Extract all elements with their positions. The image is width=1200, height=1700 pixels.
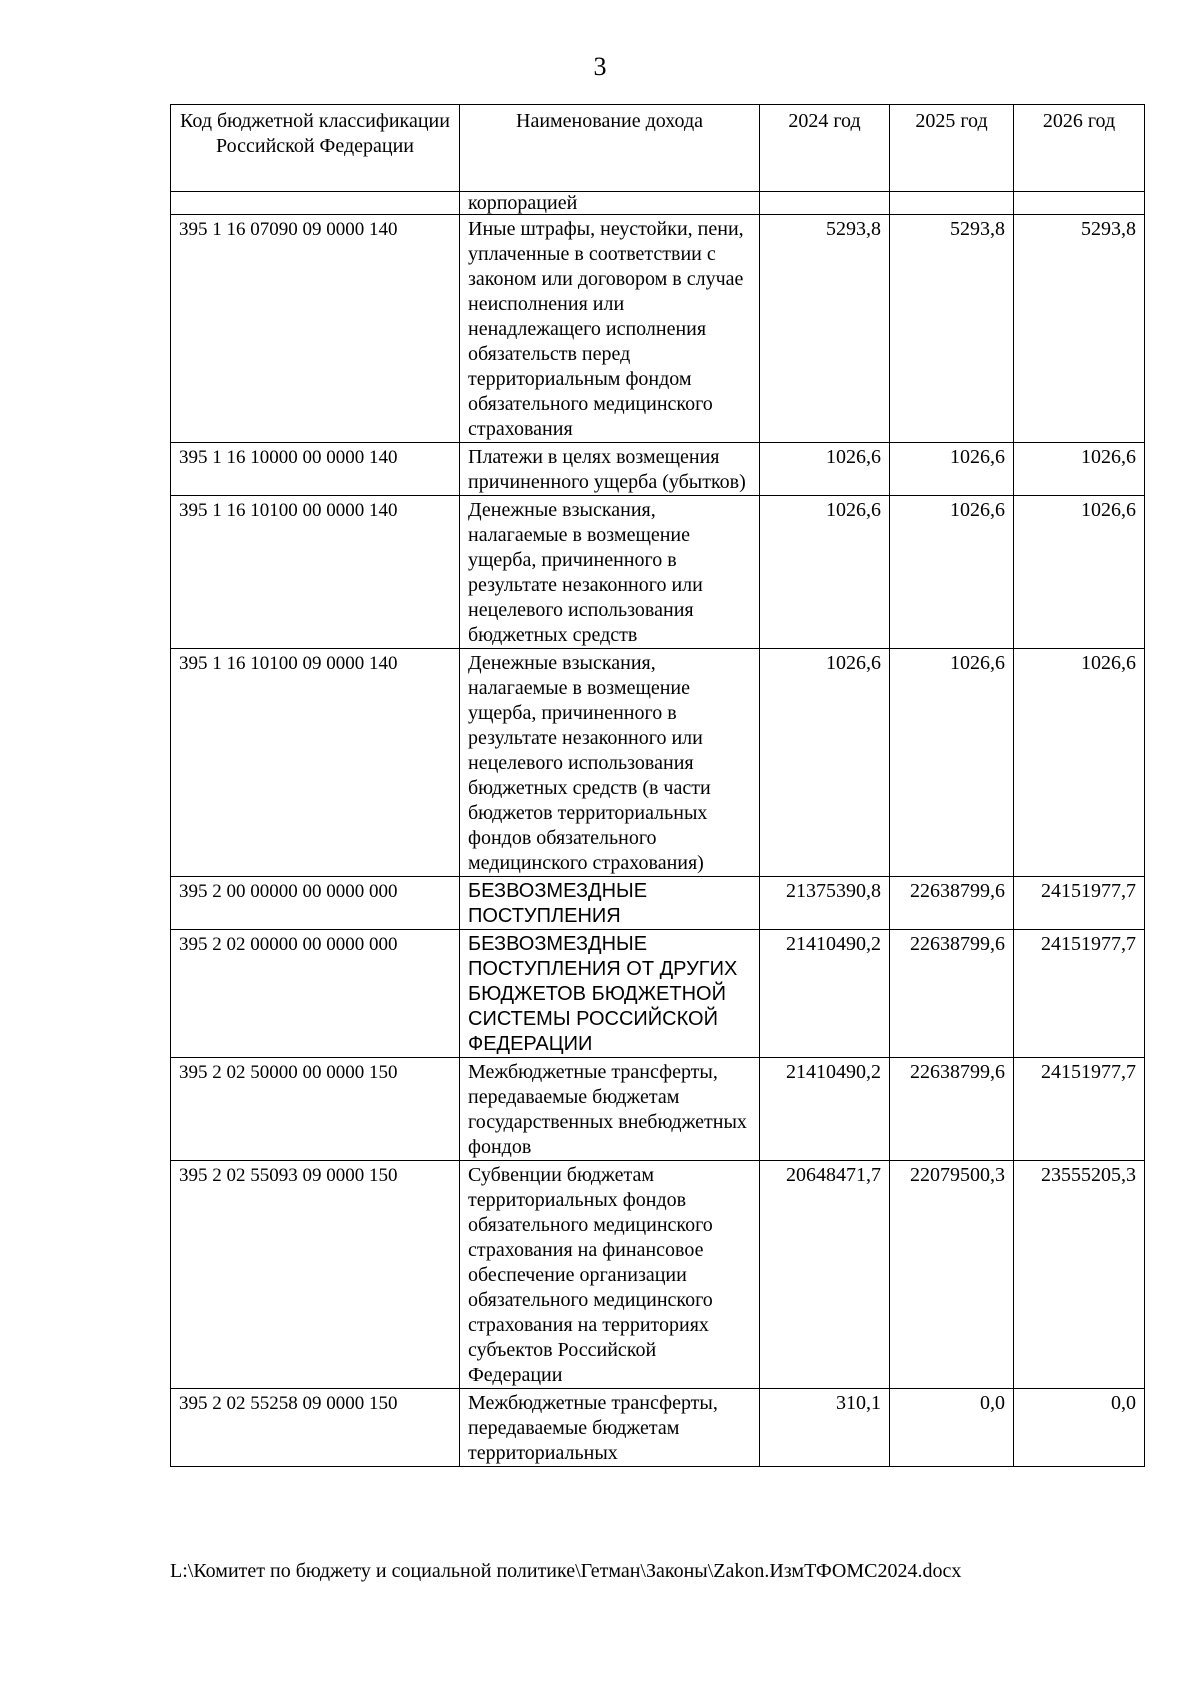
row-name: БЕЗВОЗМЕЗДНЫЕ ПОСТУПЛЕНИЯ ОТ ДРУГИХ БЮДЖЕТОВ БЮДЖЕТНОЙ СИСТЕМЫ РОССИЙСКОЙ ФЕДЕРАЦИИ [460,930,760,1058]
table-row [171,496,1145,649]
row-2026: 24151977,7 [1014,877,1145,930]
row-name: Межбюджетные трансферты, передаваемые бюджетам территориальных [460,1389,760,1467]
row-code: 395 1 16 10100 09 0000 140 [171,649,460,877]
continuation-code [171,192,460,215]
row-2026: 24151977,7 [1014,930,1145,1058]
row-code: 395 2 02 55093 09 0000 150 [171,1161,460,1389]
row-2025: 1026,6 [890,496,1014,649]
table-row [171,1161,1145,1389]
row-name: Денежные взыскания, налагаемые в возмещение ущерба, причиненного в результате незаконного или нецелевого использования бюджетных средств (в части бюджетов территориальных фондов обязательного медицинского страхования) [460,649,760,877]
table-row [171,443,1145,496]
row-2026: 1026,6 [1014,496,1145,649]
row-2025: 5293,8 [890,215,1014,443]
table-row [171,215,1145,443]
row-name: Платежи в целях возмещения причиненного ущерба (убытков) [460,443,760,496]
row-2026: 1026,6 [1014,649,1145,877]
row-name: Иные штрафы, неустойки, пени, уплаченные в соответствии с законом или договором в случае неисполнения или ненадлежащего исполнения обязательств перед территориальным фондом обязательного медицинского страхования [460,215,760,443]
row-2026: 1026,6 [1014,443,1145,496]
row-code: 395 2 02 00000 00 0000 000 [171,930,460,1058]
row-2025: 0,0 [890,1389,1014,1467]
row-2024: 21375390,8 [760,877,890,930]
row-name: Денежные взыскания, налагаемые в возмещение ущерба, причиненного в результате незаконного или нецелевого использования бюджетных средств [460,496,760,649]
continuation-row [171,192,1145,215]
row-2024: 20648471,7 [760,1161,890,1389]
table-row [171,930,1145,1058]
header-2026: 2026 год [1014,105,1145,192]
row-2025: 22638799,6 [890,1058,1014,1161]
row-2024: 310,1 [760,1389,890,1467]
table-header-row [171,105,1145,192]
continuation-2025 [890,192,1014,215]
page-number: 3 [593,52,607,81]
table-row [171,649,1145,877]
row-2026: 23555205,3 [1014,1161,1145,1389]
continuation-text: корпорацией [460,192,760,215]
row-2025: 22638799,6 [890,877,1014,930]
row-2025: 1026,6 [890,443,1014,496]
row-2026: 0,0 [1014,1389,1145,1467]
header-code: Код бюджетной классификации Российской Федерации [171,105,460,192]
table-row [171,1389,1145,1467]
continuation-2024 [760,192,890,215]
row-2026: 24151977,7 [1014,1058,1145,1161]
row-name: Межбюджетные трансферты, передаваемые бюджетам государственных внебюджетных фондов [460,1058,760,1161]
row-2024: 5293,8 [760,215,890,443]
row-2025: 22638799,6 [890,930,1014,1058]
document-file-path: L:\Комитет по бюджету и социальной политике\Гетман\Законы\Zakon.ИзмТФОМС2024.docx [170,1560,962,1582]
row-name: БЕЗВОЗМЕЗДНЫЕ ПОСТУПЛЕНИЯ [460,877,760,930]
row-2024: 21410490,2 [760,930,890,1058]
row-code: 395 1 16 07090 09 0000 140 [171,215,460,443]
row-2024: 1026,6 [760,443,890,496]
row-name: Субвенции бюджетам территориальных фондов обязательного медицинского страхования на финансовое обеспечение организации обязательного медицинского страхования на территориях субъектов Российской Федерации [460,1161,760,1389]
table-row [171,877,1145,930]
row-2024: 1026,6 [760,649,890,877]
row-2026: 5293,8 [1014,215,1145,443]
header-2025: 2025 год [890,105,1014,192]
row-code: 395 2 02 55258 09 0000 150 [171,1389,460,1467]
row-2025: 1026,6 [890,649,1014,877]
row-code: 395 2 02 50000 00 0000 150 [171,1058,460,1161]
row-2024: 1026,6 [760,496,890,649]
row-2025: 22079500,3 [890,1161,1014,1389]
row-code: 395 1 16 10000 00 0000 140 [171,443,460,496]
header-2024: 2024 год [760,105,890,192]
income-table [170,104,1145,1467]
row-code: 395 2 00 00000 00 0000 000 [171,877,460,930]
table-row [171,1058,1145,1161]
header-name: Наименование дохода [460,105,760,192]
row-code: 395 1 16 10100 00 0000 140 [171,496,460,649]
row-2024: 21410490,2 [760,1058,890,1161]
continuation-2026 [1014,192,1145,215]
